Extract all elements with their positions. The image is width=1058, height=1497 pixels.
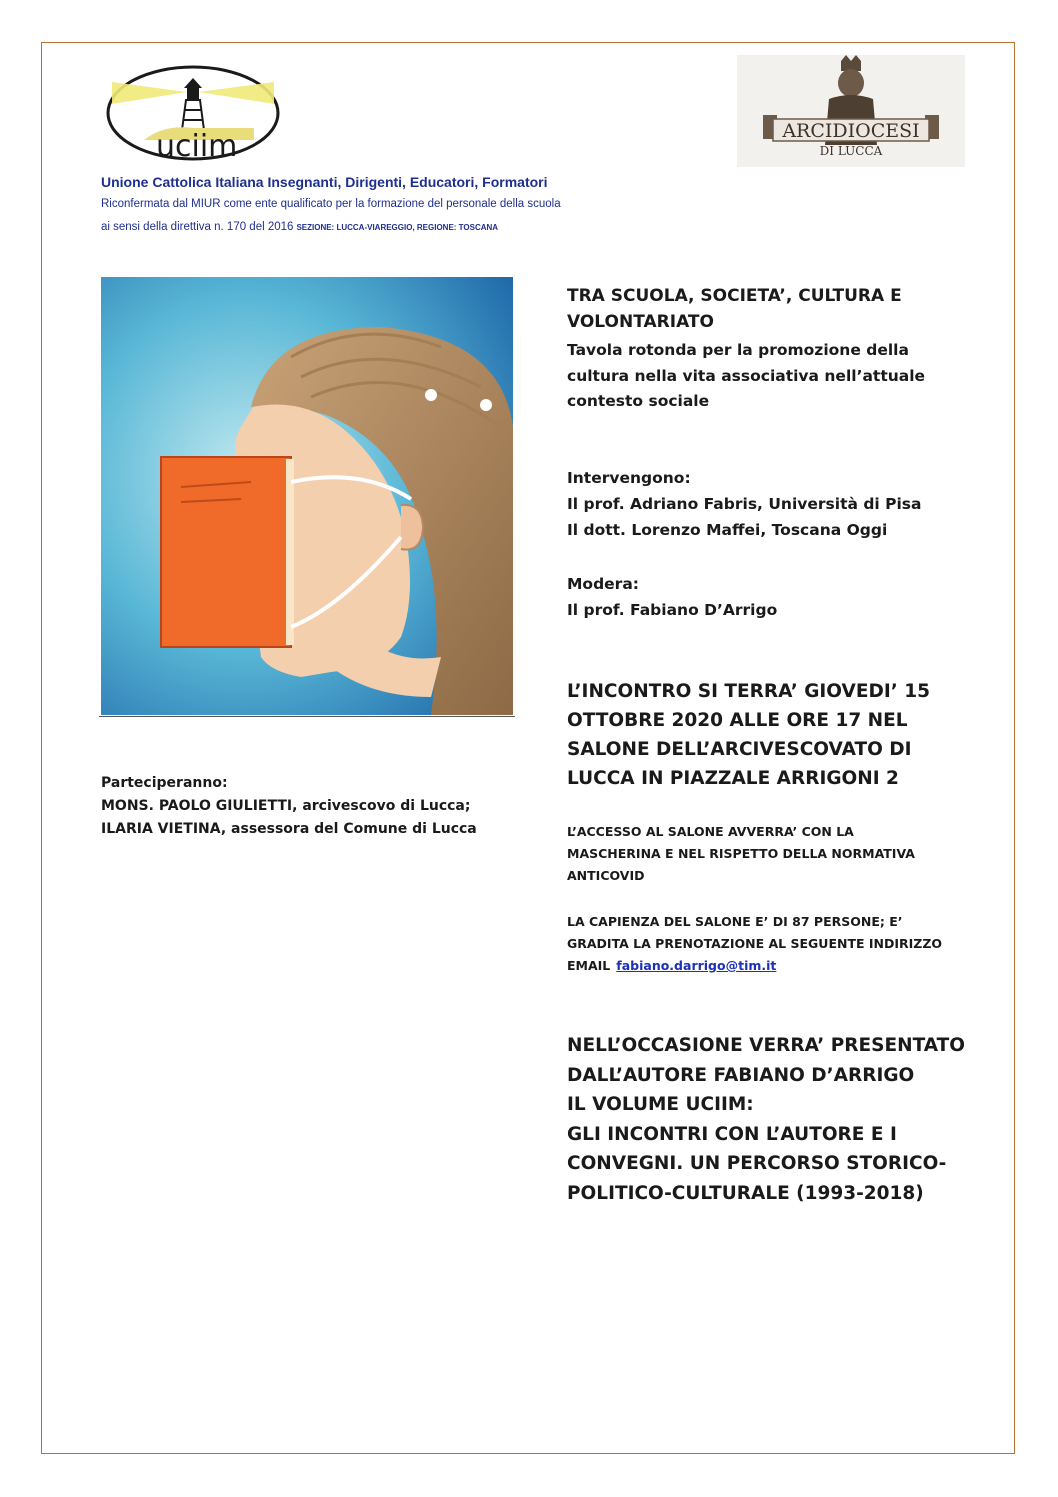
event-subtitle-line: cultura nella vita associativa nell’attuale bbox=[567, 366, 926, 385]
speakers-block bbox=[567, 465, 922, 543]
arcidiocesi-text: ARCIDIOCESI bbox=[782, 120, 920, 142]
participants-block bbox=[101, 772, 477, 841]
book-icon bbox=[161, 457, 294, 647]
meeting-line: LUCCA IN PIAZZALE ARRIGONI 2 bbox=[567, 768, 899, 789]
di-lucca-text: DI LUCCA bbox=[819, 144, 883, 158]
book-mask-illustration bbox=[101, 277, 513, 715]
meeting-line: OTTOBRE 2020 ALLE ORE 17 NEL bbox=[567, 710, 908, 731]
section-note: SEZIONE: LUCCA-VIAREGGIO, REGIONE: TOSCANA bbox=[296, 223, 499, 232]
organization-subtitle: Riconfermata dal MIUR come ente qualificato per la formazione del personale della scuola bbox=[101, 198, 561, 210]
email-label: EMAIL bbox=[567, 958, 611, 973]
event-subtitle-line: Tavola rotonda per la promozione della bbox=[567, 341, 909, 359]
organization-directive bbox=[101, 221, 498, 233]
arcidiocesi-logo bbox=[737, 55, 965, 167]
book-line: CONVEGNI. UN PERCORSO STORICO- bbox=[567, 1153, 947, 1174]
capacity-line: LA CAPIENZA DEL SALONE E’ DI 87 PERSONE; E’ bbox=[567, 914, 903, 929]
event-title bbox=[567, 283, 902, 335]
email-link[interactable]: fabiano.darrigo@tim.it bbox=[616, 958, 777, 973]
organization-title: Unione Cattolica Italiana Insegnanti, Dirigenti, Educatori, Formatori bbox=[101, 174, 548, 190]
event-title-line: VOLONTARIATO bbox=[567, 312, 714, 332]
event-subtitle-line: contesto sociale bbox=[567, 392, 710, 410]
book-line: IL VOLUME UCIIM: bbox=[567, 1094, 754, 1115]
book-line: GLI INCONTRI CON L’AUTORE E I bbox=[567, 1123, 897, 1145]
uciim-logo-text: uciim bbox=[156, 129, 238, 164]
participant-2: ILARIA VIETINA, assessora del Comune di Lucca bbox=[101, 821, 477, 837]
book-line: NELL’OCCASIONE VERRA’ PRESENTATO bbox=[567, 1035, 965, 1056]
speakers-label: Intervengono: bbox=[567, 469, 691, 487]
participants-label: Parteciperanno: bbox=[101, 775, 228, 791]
speaker-1: Il prof. Adriano Fabris, Università di Pisa bbox=[567, 495, 922, 513]
moderator-label: Modera: bbox=[567, 575, 639, 593]
access-note bbox=[567, 821, 915, 887]
moderator-name: Il prof. Fabiano D’Arrigo bbox=[567, 601, 778, 619]
speaker-2: Il dott. Lorenzo Maffei, Toscana Oggi bbox=[567, 521, 888, 539]
event-subtitle bbox=[567, 338, 925, 415]
book-line: POLITICO-CULTURALE (1993-2018) bbox=[567, 1182, 924, 1204]
moderator-block bbox=[567, 571, 777, 623]
capacity-note bbox=[567, 911, 942, 977]
directive-text: ai sensi della direttiva n. 170 del 2016 bbox=[101, 221, 294, 233]
uciim-logo bbox=[104, 60, 282, 166]
access-line: MASCHERINA E NEL RISPETTO DELLA NORMATIVA bbox=[567, 846, 915, 861]
access-line: ANTICOVID bbox=[567, 868, 645, 883]
access-line: L’ACCESSO AL SALONE AVVERRA’ CON LA bbox=[567, 824, 854, 839]
meeting-line: SALONE DELL’ARCIVESCOVATO DI bbox=[567, 739, 912, 760]
book-presentation bbox=[567, 1031, 965, 1208]
capacity-line: GRADITA LA PRENOTAZIONE AL SEGUENTE INDIRIZZO bbox=[567, 936, 943, 951]
participant-1: MONS. PAOLO GIULIETTI, arcivescovo di Lucca; bbox=[101, 798, 471, 814]
event-title-line: TRA SCUOLA, SOCIETA’, CULTURA E bbox=[567, 286, 902, 306]
illustration-rule bbox=[99, 716, 515, 717]
meeting-line: L’INCONTRO SI TERRA’ GIOVEDI’ 15 bbox=[567, 681, 930, 702]
email-line bbox=[567, 955, 942, 977]
lighthouse-icon bbox=[112, 78, 274, 130]
meeting-details bbox=[567, 677, 930, 793]
book-line: DALL’AUTORE FABIANO D’ARRIGO bbox=[567, 1064, 915, 1086]
